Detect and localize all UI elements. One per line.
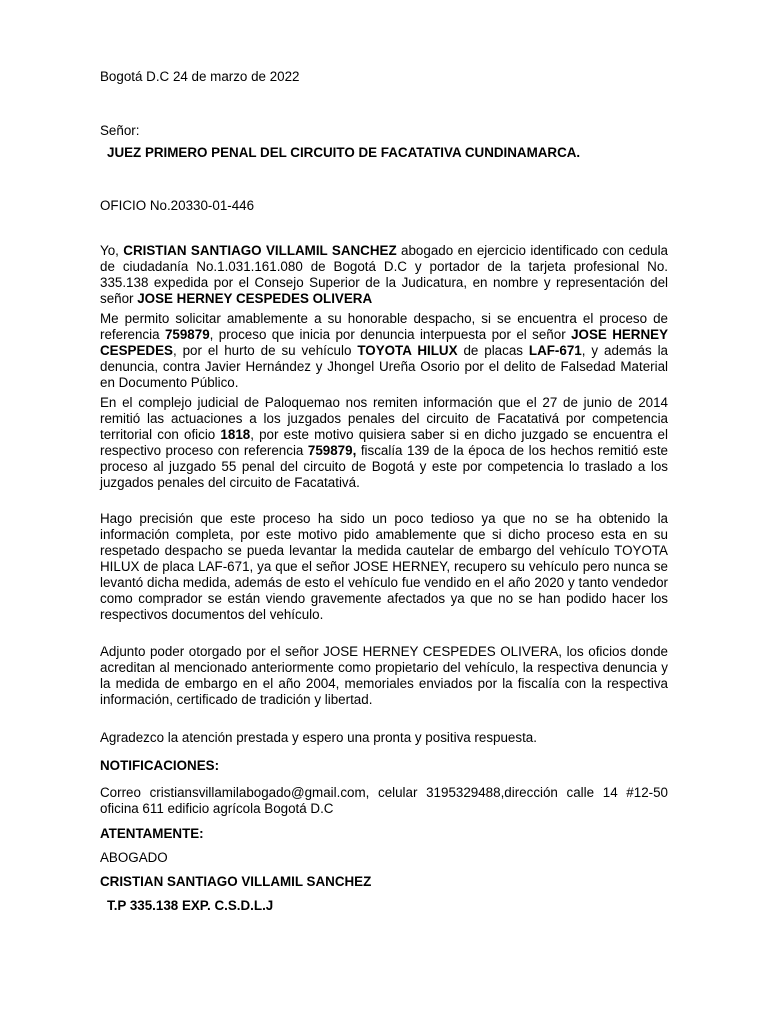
text-run: En el complejo judicial de Paloquemao nos remiten información que el 27 de junio de 2014 remitió las actuaciones a los juzgados penales del circuito de Facatativá por competencia territorial con oficio: [100, 395, 668, 442]
paragraph-background: [100, 395, 668, 491]
text-run: , y además la denuncia, contra Javier Hernández y Jhongel Ureña Osorio por el delito de Falsedad Material en Documento Público.: [100, 343, 669, 390]
salutation: Señor:: [100, 123, 140, 138]
vehicle-model: TOYOTA HILUX: [357, 343, 458, 358]
text-run: , por este motivo quisiera saber si en dicho juzgado se encuentra el respectivo proceso con referencia: [100, 427, 668, 458]
date-line: Bogotá D.C 24 de marzo de 2022: [100, 69, 300, 84]
client-name: JOSE HERNEY CESPEDES: [100, 327, 669, 358]
oficio-number: OFICIO No.20330-01-446: [100, 198, 255, 213]
text-run: fiscalía 139 de la época de los hechos remitió este proceso al juzgado 55 penal del circuito de Bogotá y este por competencia lo traslado a los juzgados penales del circuito de Facatativá.: [100, 443, 669, 490]
paragraph-thanks: Agradezco la atención prestada y espero una pronta y positiva respuesta.: [100, 730, 537, 745]
reference-number: 759879,: [307, 443, 357, 458]
paragraph-identification: [100, 243, 668, 307]
paragraph-clarification: Hago precisión que este proceso ha sido un poco tedioso ya que no se ha obtenido la información completa, por este motivo pido amablemente que si dicho proceso esta en su respetado despacho se pueda levantar la medida cautelar de embargo del vehículo TOYOTA HILUX de placa LAF-671, ya que el señor JOSE HERNEY, recupero su vehículo pero nunca se levantó dicha medida, además de esto el vehículo fue vendido en el año 2020 y tanto vendedor como comprador se están viendo gravemente afectados ya que no se han podido hacer los respectivos documentos del vehículo.: [100, 511, 668, 622]
oficio-reference: 1818: [220, 427, 251, 442]
closing: ATENTAMENTE:: [100, 826, 204, 841]
reference-number: 759879: [164, 327, 210, 342]
text-run: Me permito solicitar amablemente a su honorable despacho, si se encuentra el proceso de referencia: [100, 311, 668, 342]
lawyer-name: CRISTIAN SANTIAGO VILLAMIL SANCHEZ: [123, 243, 397, 258]
paragraph-request: [100, 311, 668, 391]
text-run: de placas: [457, 343, 529, 358]
signer-name: CRISTIAN SANTIAGO VILLAMIL SANCHEZ: [100, 874, 372, 889]
client-name: JOSE HERNEY CESPEDES OLIVERA: [137, 291, 373, 306]
notifications-heading: NOTIFICACIONES:: [100, 758, 220, 773]
paragraph-attachments: Adjunto poder otorgado por el señor JOSE HERNEY CESPEDES OLIVERA, los oficios donde acreditan al mencionado anteriormente como propietario del vehículo, la respectiva denuncia y la medida de embargo en el año 2004, memoriales enviados por la fiscalía con la respectiva información, certificado de tradición y libertad.: [100, 644, 668, 707]
vehicle-plate: LAF-671: [528, 343, 582, 358]
signer-role: ABOGADO: [100, 850, 168, 865]
text-run: abogado en ejercicio identificado con cedula de ciudadanía No.1.031.161.080 de Bogotá D.C y portador de la tarjeta profesional No. 335.138 expedida por el Consejo Superior de la Judicatura, en nombre y representación del señor: [100, 243, 668, 306]
text-run: , por el hurto de su vehículo: [172, 343, 358, 358]
notifications-text: Correo cristiansvillamilabogado@gmail.com, celular 3195329488,dirección calle 14 #12-50 oficina 611 edificio agrícola Bogotá D.C: [100, 785, 668, 816]
professional-card: T.P 335.138 EXP. C.S.D.L.J: [107, 898, 274, 913]
text-run: Yo,: [100, 243, 124, 258]
text-run: , proceso que inicia por denuncia interpuesta por el señor: [209, 327, 572, 342]
recipient: JUEZ PRIMERO PENAL DEL CIRCUITO DE FACATATIVA CUNDINAMARCA.: [107, 145, 581, 160]
